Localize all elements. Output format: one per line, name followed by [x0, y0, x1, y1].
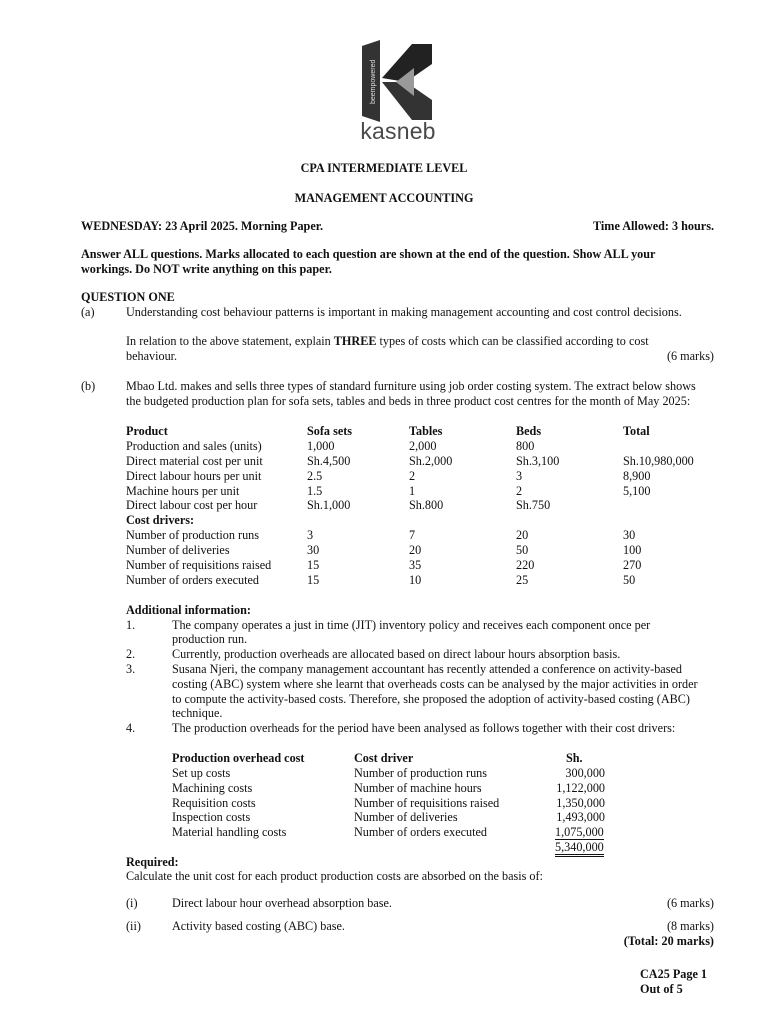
table-cell: Number of production runs [126, 528, 260, 542]
sub-part-marks: (8 marks) [666, 919, 714, 933]
exam-level: CPA INTERMEDIATE LEVEL [300, 161, 468, 175]
overhead-amount: 300,000 [565, 766, 605, 780]
overhead-cell: Inspection costs [172, 810, 251, 824]
overhead-amount: 1,122,000 [556, 781, 605, 795]
table-cell: 8,900 [623, 469, 651, 483]
info-text: Currently, production overheads are allocated based on direct labour hours absorption basis. [172, 647, 621, 661]
table-cell: Sh.800 [409, 498, 444, 512]
part-a-text-3: behaviour. [126, 349, 178, 363]
required-text: Calculate the unit cost for each product production costs are absorbed on the basis of: [126, 869, 543, 883]
info-number: 3. [126, 662, 136, 676]
table-cell: Machine hours per unit [126, 484, 240, 498]
overhead-cell: Machining costs [172, 781, 253, 795]
table-cell: 25 [516, 573, 529, 587]
table-row [0, 528, 768, 543]
part-b-text-2: the budgeted production plan for sofa sets, tables and beds in three product cost centres for the month of May 2025: [126, 394, 691, 408]
table-cell: Production and sales (units) [126, 439, 262, 453]
table-cell: Number of orders executed [126, 573, 259, 587]
part-a-label: (a) [81, 305, 95, 319]
overhead-row [0, 810, 768, 825]
table-row [0, 573, 768, 588]
table-cell: 2,000 [409, 439, 437, 453]
table-cell: 15 [307, 573, 320, 587]
table-cell: 3 [307, 528, 314, 542]
sub-part-marks: (6 marks) [666, 896, 714, 910]
table-cell: Direct material cost per unit [126, 454, 263, 468]
cost-drivers-label: Cost drivers: [126, 513, 195, 527]
overhead-cell: Number of requisitions raised [354, 796, 500, 810]
overhead-cell: Requisition costs [172, 796, 256, 810]
table-cell: Sh.3,100 [516, 454, 560, 468]
additional-info-title: Additional information: [126, 603, 251, 617]
table-cell: Direct labour cost per hour [126, 498, 258, 512]
exam-subject: MANAGEMENT ACCOUNTING [294, 191, 474, 205]
logo-wordmark: kasneb [360, 118, 436, 144]
table-cell: 100 [623, 543, 642, 557]
table-cell: 15 [307, 558, 320, 572]
table-cell: 50 [623, 573, 636, 587]
table-row [0, 543, 768, 558]
table-row [0, 439, 768, 454]
question-one-title: QUESTION ONE [81, 290, 175, 304]
table-cell: 30 [307, 543, 320, 557]
table-cell: Sh.2,000 [409, 454, 453, 468]
info-text: The company operates a just in time (JIT) inventory policy and receives each component once per [172, 618, 651, 632]
page-total: Out of 5 [640, 982, 683, 996]
info-text: Susana Njeri, the company management accountant has recently attended a conference on activity-based [172, 662, 682, 676]
table-cell: 35 [409, 558, 422, 572]
overhead-cell: Number of production runs [354, 766, 488, 780]
sub-part-text: Direct labour hour overhead absorption base. [172, 896, 392, 910]
table-cell: Sh.10,980,000 [623, 454, 694, 468]
table-cell: 30 [623, 528, 636, 542]
table-row [0, 498, 768, 513]
table-header: Beds [516, 424, 542, 438]
info-number: 2. [126, 647, 136, 661]
overhead-total-row [0, 840, 768, 855]
overhead-cell: Number of orders executed [354, 825, 487, 839]
table-cell: 1.5 [307, 484, 323, 498]
overhead-row [0, 766, 768, 781]
exam-date: WEDNESDAY: 23 April 2025. Morning Paper. [81, 219, 324, 233]
overhead-amount: 1,350,000 [556, 796, 605, 810]
logo-tagline: beempowered [370, 59, 377, 104]
table-cell: Sh.4,500 [307, 454, 351, 468]
required-title: Required: [126, 855, 179, 869]
table-cell: 2.5 [307, 469, 323, 483]
table-cell: 20 [516, 528, 529, 542]
table-cell: 1,000 [307, 439, 335, 453]
info-number: 1. [126, 618, 136, 632]
table-header-row [0, 424, 768, 439]
part-b-text-1: Mbao Ltd. makes and sells three types of standard furniture using job order costing system. The extract below shows [126, 379, 696, 393]
overhead-header: Sh. [566, 751, 583, 765]
table-cell: 10 [409, 573, 422, 587]
overhead-cell: Number of deliveries [354, 810, 458, 824]
instructions-line-1: Answer ALL questions. Marks allocated to each question are shown at the end of the question. Show ALL your [81, 247, 656, 261]
info-text: technique. [172, 706, 223, 720]
table-cell: Direct labour hours per unit [126, 469, 262, 483]
table-cell: 5,100 [623, 484, 651, 498]
table-cell: 20 [409, 543, 422, 557]
info-text: to compute the activity-based costs. Therefore, she proposed the adoption of activity-based costing (ABC) [172, 692, 690, 706]
part-a-text-1: Understanding cost behaviour patterns is important in making management accounting and cost control decisions. [126, 305, 682, 319]
table-row [0, 558, 768, 573]
overhead-amount: 1,075,000 [555, 825, 604, 839]
overhead-amount: 1,493,000 [556, 810, 605, 824]
table-cell: 270 [623, 558, 642, 572]
overhead-header: Cost driver [354, 751, 414, 765]
table-header: Product [126, 424, 168, 438]
overhead-cell: Material handling costs [172, 825, 287, 839]
table-cell: 7 [409, 528, 416, 542]
table-cell: 3 [516, 469, 523, 483]
table-cell: 50 [516, 543, 529, 557]
table-header: Total [623, 424, 650, 438]
part-a-text-2: In relation to the above statement, explain THREE types of costs which can be classified according to cost [126, 334, 649, 348]
table-row [0, 469, 768, 484]
table-cell: 2 [409, 469, 416, 483]
part-b-label: (b) [81, 379, 96, 393]
table-cell: Number of deliveries [126, 543, 230, 557]
sub-part-label: (i) [126, 896, 138, 910]
table-cell: Number of requisitions raised [126, 558, 272, 572]
overhead-header: Production overhead cost [172, 751, 305, 765]
info-number: 4. [126, 721, 136, 735]
table-row [0, 454, 768, 469]
sub-part-label: (ii) [126, 919, 141, 933]
overhead-total: 5,340,000 [555, 840, 604, 855]
table-cell: 800 [516, 439, 535, 453]
overhead-row [0, 781, 768, 796]
page-number: CA25 Page 1 [640, 967, 708, 981]
overhead-cell: Number of machine hours [354, 781, 482, 795]
table-header: Tables [409, 424, 443, 438]
time-allowed: Time Allowed: 3 hours. [593, 219, 714, 233]
overhead-row [0, 825, 768, 840]
table-cell: 2 [516, 484, 523, 498]
info-text: The production overheads for the period have been analysed as follows together with their cost drivers: [172, 721, 676, 735]
instructions-line-2: workings. Do NOT write anything on this paper. [81, 262, 332, 276]
total-marks: (Total: 20 marks) [623, 934, 714, 948]
cost-drivers-label-row [0, 513, 768, 528]
sub-part-text: Activity based costing (ABC) base. [172, 919, 345, 933]
part-a-marks: (6 marks) [666, 349, 714, 363]
table-cell: Sh.1,000 [307, 498, 351, 512]
table-row [0, 484, 768, 499]
overhead-row [0, 796, 768, 811]
info-text: costing (ABC) system where she learnt that overheads costs can be analysed by the major activities in order [172, 677, 698, 691]
overhead-header-row [0, 751, 768, 766]
table-header: Sofa sets [307, 424, 353, 438]
overhead-cell: Set up costs [172, 766, 231, 780]
info-text: production run. [172, 632, 248, 646]
table-cell: 220 [516, 558, 535, 572]
table-cell: Sh.750 [516, 498, 551, 512]
table-cell: 1 [409, 484, 416, 498]
